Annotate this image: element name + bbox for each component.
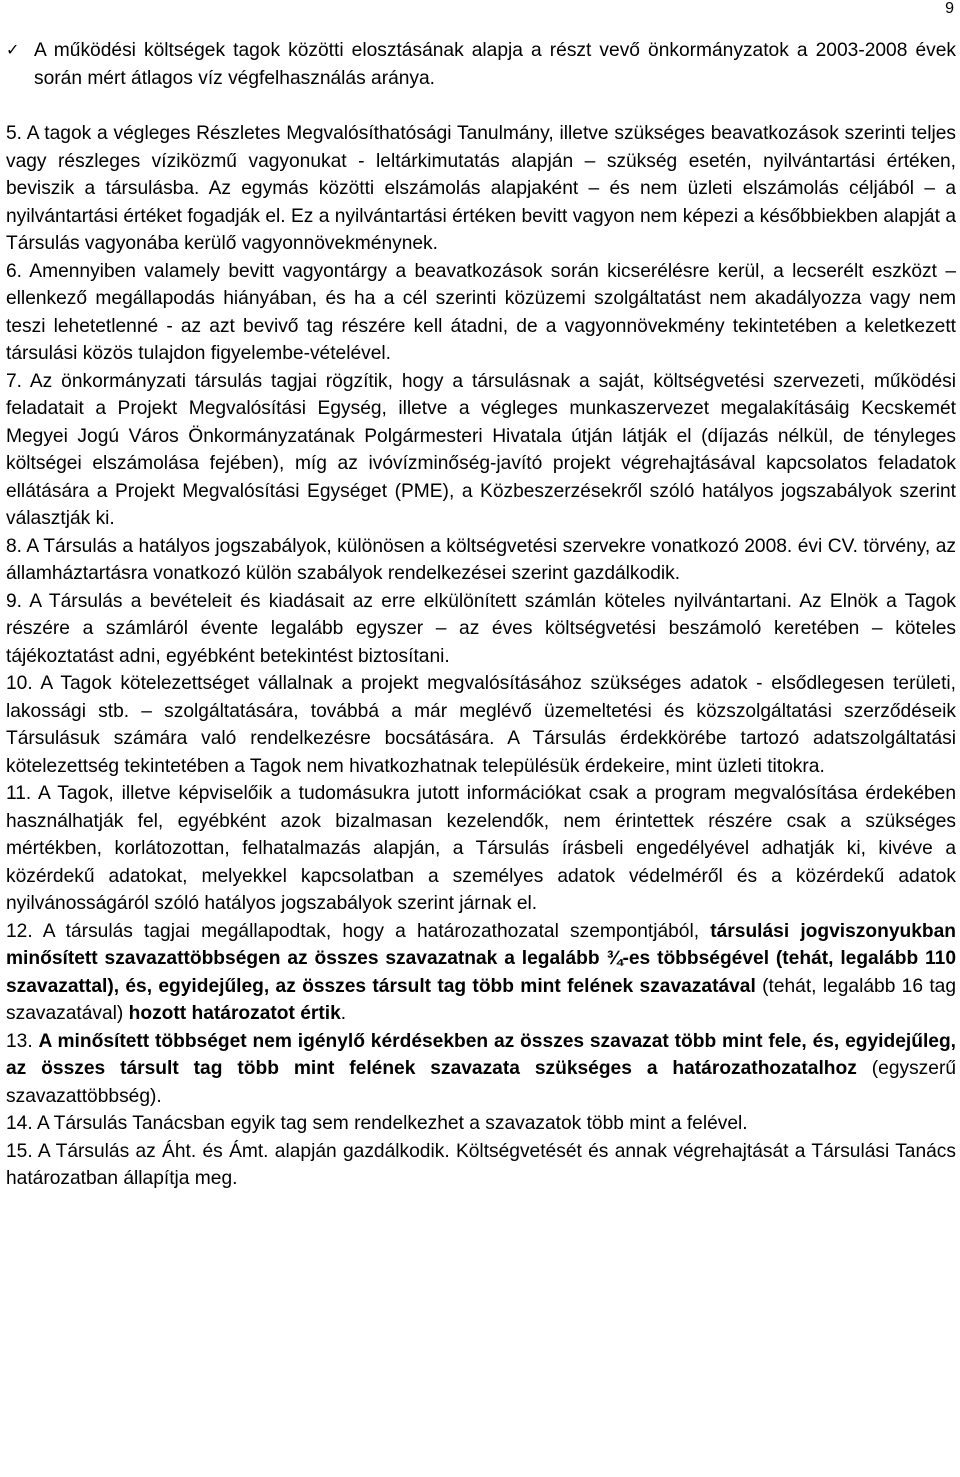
p13-bold-b: A minősített többséget nem igénylő kérdésekben az összes szavazat több mint fele, és, egyidejűleg, az összes társult tag több mint felének szavazata szükséges a határozathozatalhoz [6,1030,956,1079]
paragraph-14: 14. A Társulás Tanácsban egyik tag sem rendelkezhet a szavazatok több mint a felével. [6,1113,748,1134]
p12-text-e: . [340,1003,347,1024]
p12-bold-b: társulási jogviszonyukban minősített szavazattöbbségen az összes szavazatnak a legalább ¾-es többségével (tehát, legalább 110 szavazattal), és, egyidejűleg, az összes társult tag több mint felének szavazatával [6,920,956,997]
p13-text-a: 13. [6,1030,39,1052]
p12-text-c: (tehát, legalább 16 tag szavazatával) [6,975,956,1024]
paragraph-11: 11. A Tagok, illetve képviselőik a tudomásukra jutott információkat csak a program megvalósítása érdekében használhatják fel, egyébként azok bizalmasan kezelendők, nem érintettek részére csak a szükséges mértékben, korlátozottan, felhatalmazás alapján, a Társulás írásbeli engedélyével adhatják ki, kivéve a közérdekű adatokat, melyekkel kapcsolatban a személyes adatok védelméről és a közérdekű adatok nyilvánosságáról szóló hatályos jogszabályok szerint járnak el. [6,783,956,914]
paragraph-7: 7. Az önkormányzati társulás tagjai rögzítik, hogy a társulásnak a saját, költségvetési szervezeti, működési feladatait a Projekt Megvalósítási Egység, illetve a végleges munkaszervezet megalakításáig Kecskemét Megyei Jogú Város Önkormányzatának Polgármesteri Hivatala útján látják el (díjazás nélkül, de tényleges költségei elszámolása fejében), míg az ivóvízminőség-javító projekt végrehajtásával kapcsolatos feladatok ellátására a Projekt Megvalósítási Egységet (PME), a Közbeszerzésekről szóló hatályos jogszabályok szerint választják ki. [6,370,956,529]
paragraph-8: 8. A Társulás a hatályos jogszabályok, különösen a költségvetési szervekre vonatkozó 2008. évi CV. törvény, az államháztartásra vonatkozó külön szabályok rendelkezései szerint gazdálkodik. [6,535,956,584]
p12-bold-d: hozott határozatot értik [128,1003,341,1024]
paragraph-12 [6,918,956,1028]
bullet-paragraph [6,37,956,92]
paragraph-5: 5. A tagok a végleges Részletes Megvalósíthatósági Tanulmány, illetve szükséges beavatkozások szerinti teljes vagy részleges víziközmű vagyonukat - leltárkimutatás alapján – szükség esetén, nyilvántartási értéken, beviszik a társulásba. Az egymás közötti elszámolás alapjaként – és nem üzleti elszámolás céljából – a nyilvántartási értéket fogadják el. Ez a nyilvántartási értéken bevitt vagyon nem képezi a későbbiekben alapját a Társulás vagyonába kerülő vagyonnövekménynek. [6,123,956,254]
paragraph-6: 6. Amennyiben valamely bevitt vagyontárgy a beavatkozások során kicserélésre kerül, a lecserélt eszközt – ellenkező megállapodás hiányában, és ha a cél szerinti közüzemi szolgáltatást nem akadályozza vagy nem teszi lehetetlenné - az azt bevivő tag részére kell átadni, de a vagyonnövekmény tekintetében a keletkezett társulási közös tulajdon figyelembe-vételével. [6,260,956,364]
bullet-text: A működési költségek tagok közötti elosztásának alapja a részt vevő önkormányzatok a 2003-2008 évek során mért átlagos víz végfelhasználás aránya. [34,40,956,89]
p13-text-c: (egyszerű szavazattöbbség). [6,1058,957,1107]
paragraph-10: 10. A Tagok kötelezettséget vállalnak a projekt megvalósításához szükséges adatok - elsődlegesen területi, lakossági stb. – szolgáltatására, továbbá a már meglévő üzemeltetési és közszolgáltatási szerződéseik Társulásuk számára való rendelkezésre bocsátására. A Társulás érdekkörébe tartozó adatszolgáltatási kötelezettség tekintetében a Tagok nem hivatkozhatnak településük érdekeire, mint üzleti titokra. [6,673,956,777]
paragraph-9: 9. A Társulás a bevételeit és kiadásait az erre elkülönített számlán köteles nyilvántartani. Az Elnök a Tagok részére a számláról évente legalább egyszer – az éves költségvetési beszámoló keretében – köteles tájékoztatást adni, egyébként betekintést biztosítani. [6,590,956,667]
paragraph-15: 15. A Társulás az Áht. és Ámt. alapján gazdálkodik. Költségvetését és annak végrehajtását a Társulási Tanács határozatban állapítja meg. [6,1140,956,1189]
checkmark-bullet-icon: ✓︎ [6,42,20,59]
paragraph-gap [6,92,956,120]
document-body [6,37,956,1193]
page-number: 9 [945,0,954,17]
paragraph-13 [6,1028,956,1111]
p12-text-a: 12. A társulás tagjai megállapodtak, hogy a határozathozatal szempontjából, [6,920,711,942]
